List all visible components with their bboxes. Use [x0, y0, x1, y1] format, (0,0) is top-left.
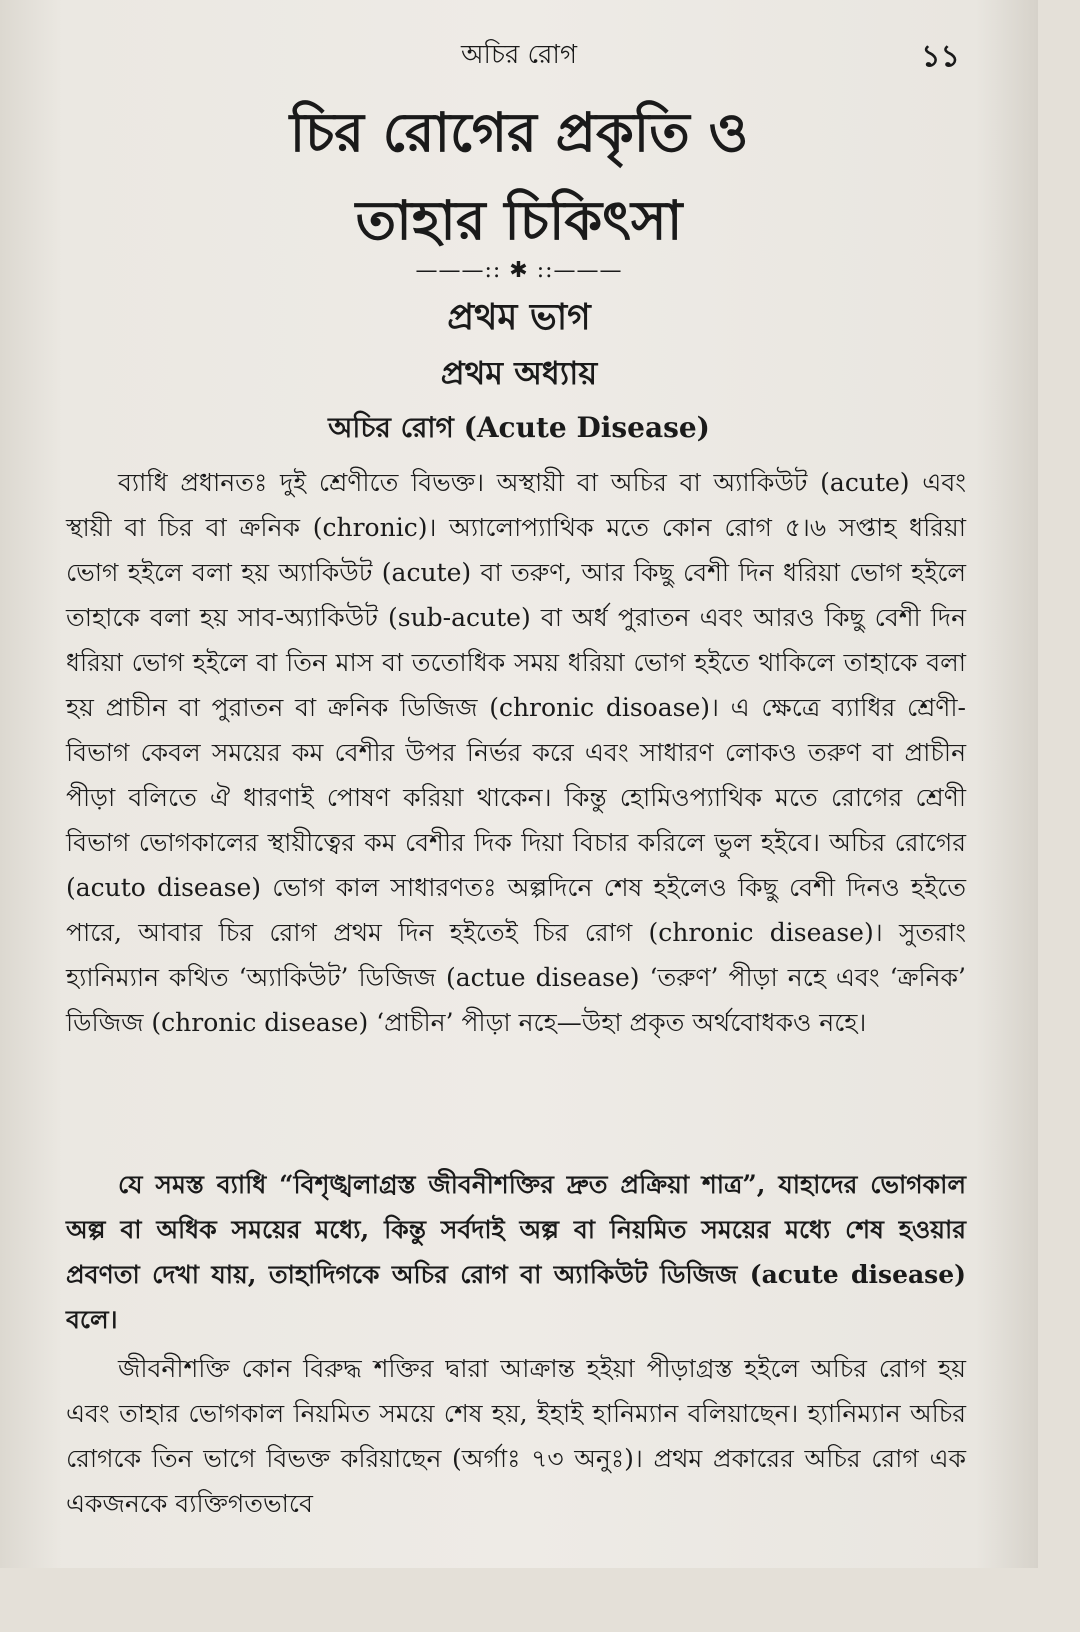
chapter-heading: প্রথম অধ্যায় [440, 354, 598, 392]
body-paragraph-1: ব্যাধি প্রধানতঃ দুই শ্রেণীতে বিভক্ত। অস্থায়ী বা অচির বা অ্যাকিউট (acute) এবং স্থায়ী বা চির বা ক্রনিক (chronic)। অ্যালোপ্যাথিক মতে কোন রোগ ৫।৬ সপ্তাহ ধরিয়া ভোগ হইলে বলা হয় অ্যাকিউট (acute) বা তরুণ, আর কিছু বেশী দিন ধরিয়া ভোগ হইলে তাহাকে বলা হয় সাব-অ্যাকিউট (sub-acute) বা অর্ধ পুরাতন এবং আরও কিছু বেশী দিন ধরিয়া ভোগ হইলে বা তিন মাস বা ততোধিক সময় ধরিয়া ভোগ হইতে থাকিলে তাহাকে বলা হয় প্রাচীন বা পুরাতন বা ক্রনিক ডিজিজ (chronic disoase)। এ ক্ষেত্রে ব্যাধির শ্রেণী-বিভাগ কেবল সময়ের কম বেশীর উপর নির্ভর করে এবং সাধারণ লোকও তরুণ বা প্রাচীন পীড়া বলিতে ঐ ধারণাই পোষণ করিয়া থাকেন। কিন্তু হোমিওপ্যাথিক মতে রোগের শ্রেণী বিভাগ ভোগকালের স্থায়ীত্বের কম বেশীর দিক দিয়া বিচার করিলে ভুল হইবে। অচির রোগের (acuto disease) ভোগ কাল সাধারণতঃ অল্পদিনে শেষ হইলেও কিছু বেশী দিনও হইতে পারে, আবার চির রোগ প্রথম দিন হইতেই চির রোগ (chronic disease)। সুতরাং হ্যানিম্যান কথিত ‘অ্যাকিউট’ ডিজিজ (actue disease) ‘তরুণ’ পীড়া নহে এবং ‘ক্রনিক’ ডিজিজ (chronic disease) ‘প্রাচীন’ পীড়া নহে—উহা প্রকৃত অর্থবোধকও নহে। [66, 468, 966, 1037]
running-head: অচির রোগ [461, 40, 577, 70]
part-heading: প্রথম ভাগ [447, 296, 591, 338]
body-paragraph-3: জীবনীশক্তি কোন বিরুদ্ধ শক্তির দ্বারা আক্রান্ত হইয়া পীড়াগ্রস্ত হইলে অচির রোগ হয় এবং তাহার ভোগকাল নিয়মিত সময়ে শেষ হয়, ইহাই হানিম্যান বলিয়াছেন। হ্যানিম্যান অচির রোগকে তিন ভাগে বিভক্ত করিয়াছেন (অর্গাঃ ৭৩ অনুঃ)। প্রথম প্রকারের অচির রোগ এক একজনকে ব্যক্তিগতভাবে [66, 1354, 966, 1518]
page-number: ১১ [921, 39, 960, 74]
body-paragraph-2: যে সমস্ত ব্যাধি “বিশৃঙ্খলাগ্রস্ত জীবনীশক্তির দ্রুত প্রক্রিয়া শাত্র”, যাহাদের ভোগকাল অল্প বা অধিক সময়ের মধ্যে, কিন্তু সর্বদাই অল্প বা নিয়মিত সময়ের মধ্যে শেষ হওয়ার প্রবণতা দেখা যায়, তাহাদিগকে অচির রোগ বা অ্যাকিউট ডিজিজ (acute disease) বলে। [66, 1170, 966, 1334]
title-line-1: চির রোগের প্রকৃতি ও [289, 100, 749, 164]
book-title [0, 88, 1038, 264]
ornament-divider: ———:: ✱ ::——— [415, 258, 623, 283]
title-line-2: তাহার চিকিৎসা [355, 188, 683, 252]
page-header [0, 30, 1038, 74]
section-heading: অচির রোগ (Acute Disease) [328, 411, 710, 444]
